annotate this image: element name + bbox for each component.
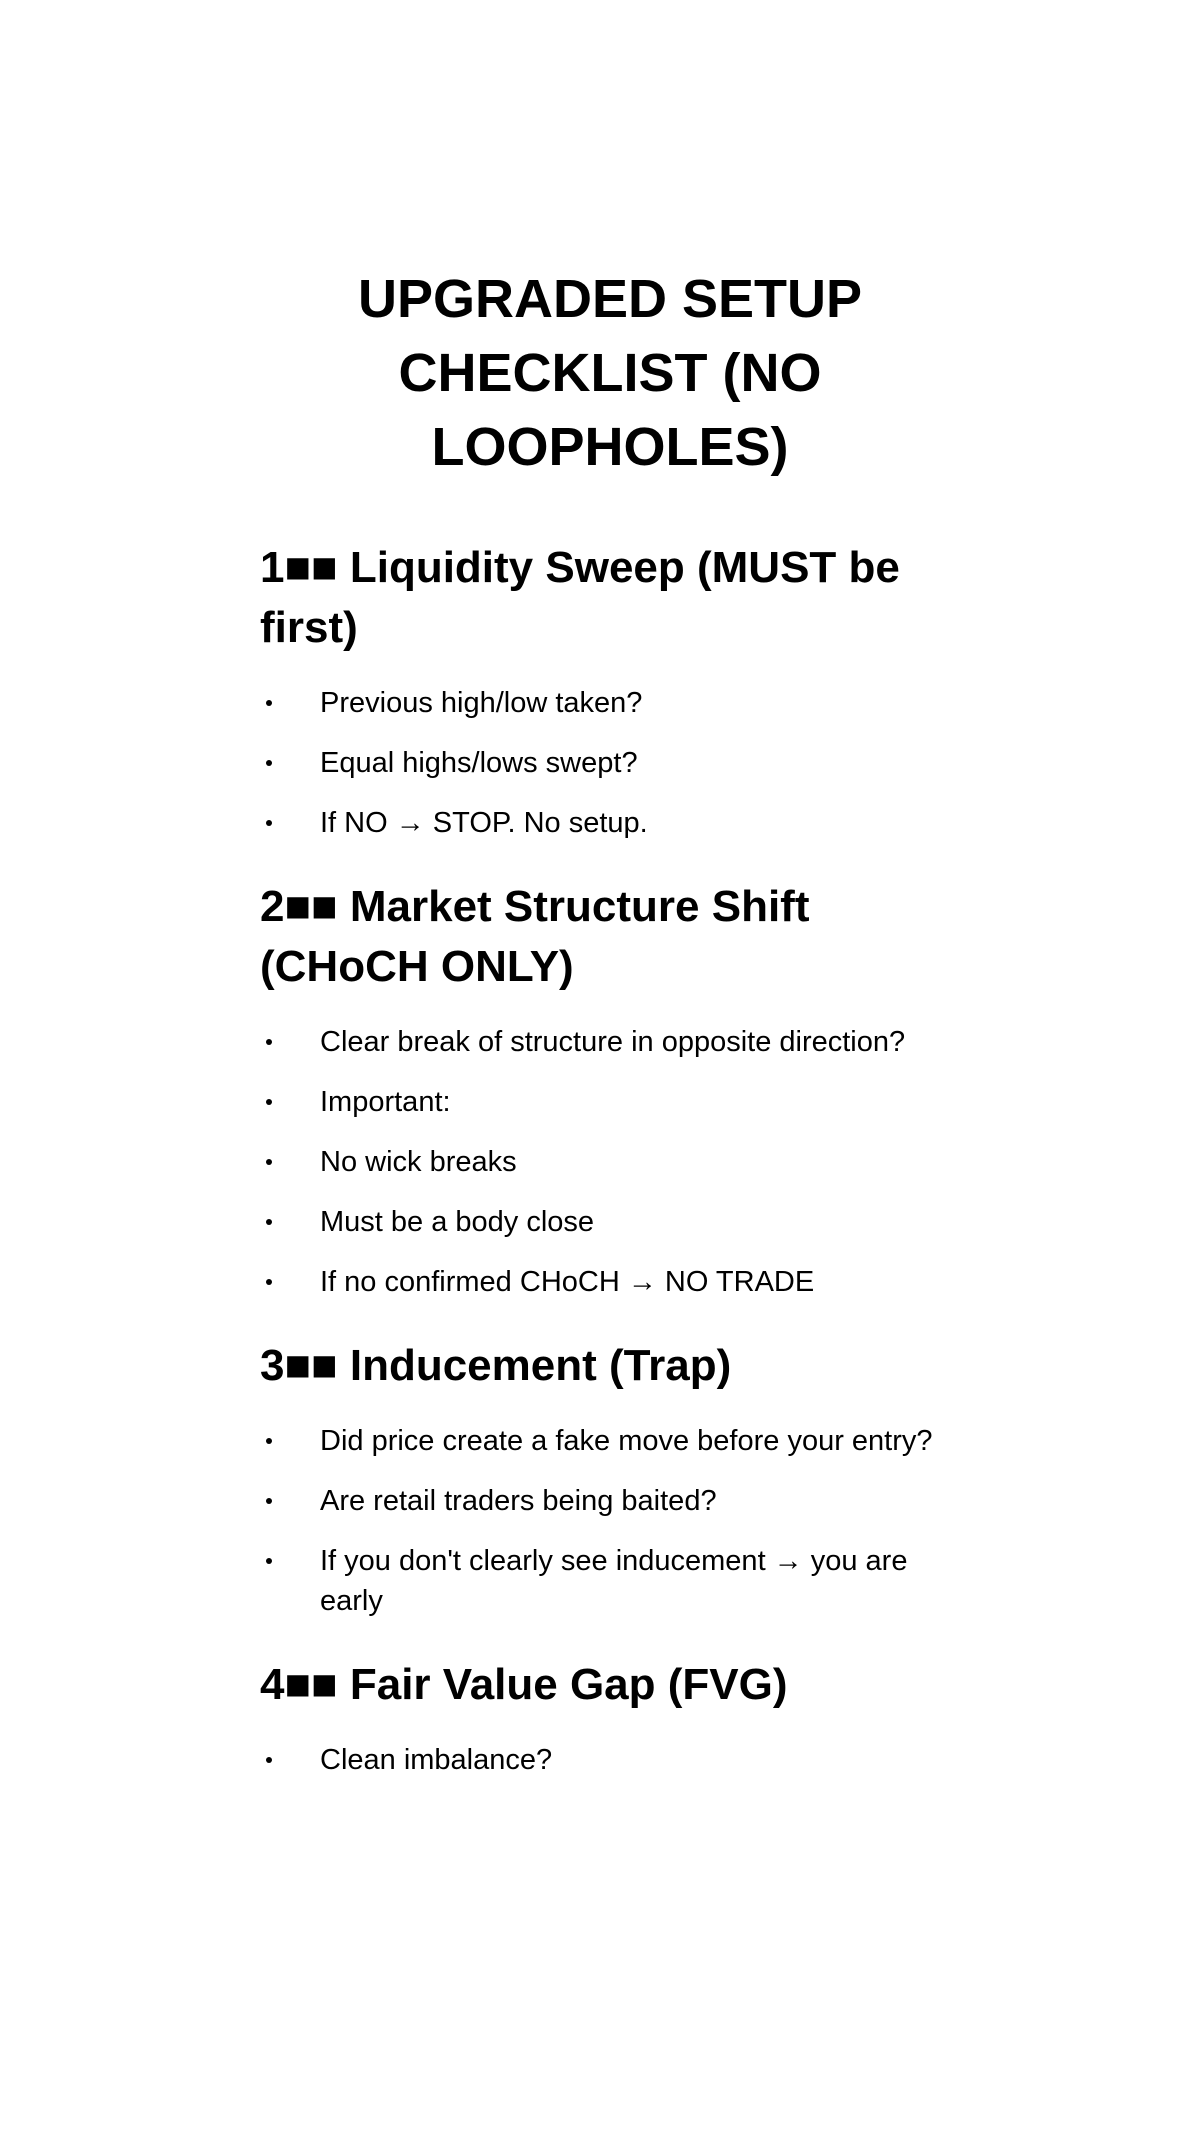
document-title: UPGRADED SETUP CHECKLIST (NO LOOPHOLES) [357, 269, 863, 477]
bullet-icon [266, 1159, 272, 1165]
section-heading-market-structure-shift: 2■■ Market Structure Shift (CHoCH ONLY) [260, 882, 810, 991]
list-item-text: If no confirmed CHoCH → NO TRADE [320, 1266, 815, 1298]
list-item-text: Previous high/low taken? [320, 687, 643, 719]
bullet-icon [266, 700, 272, 706]
bullet-icon [266, 1558, 272, 1564]
list-item [260, 1142, 960, 1182]
list-item [260, 743, 960, 783]
list-item-text: Clear break of structure in opposite direction? [320, 1026, 906, 1058]
section-heading-fair-value-gap: 4■■ Fair Value Gap (FVG) [260, 1660, 788, 1709]
list-item-text: Equal highs/lows swept? [320, 747, 638, 779]
bullet-icon [266, 1757, 272, 1763]
section-heading-inducement: 3■■ Inducement (Trap) [260, 1341, 732, 1390]
list-item-text: Important: [320, 1086, 451, 1118]
list-item [260, 1541, 960, 1621]
section-list-market-structure-shift [260, 1022, 960, 1302]
list-item [260, 1740, 960, 1780]
bullet-icon [266, 1279, 272, 1285]
list-item-text: If you don't clearly see inducement → you are early [320, 1545, 908, 1617]
section-list-fair-value-gap [260, 1740, 960, 1780]
bullet-icon [266, 1099, 272, 1105]
bullet-icon [266, 1498, 272, 1504]
list-item-text: If NO → STOP. No setup. [320, 807, 648, 839]
list-item [260, 1082, 960, 1122]
checklist-page [260, 262, 960, 1780]
list-item [260, 683, 960, 723]
bullet-icon [266, 760, 272, 766]
bullet-icon [266, 1039, 272, 1045]
section-heading-liquidity-sweep: 1■■ Liquidity Sweep (MUST be first) [260, 543, 900, 652]
bullet-icon [266, 1219, 272, 1225]
list-item [260, 1262, 960, 1302]
bullet-icon [266, 820, 272, 826]
list-item-text: No wick breaks [320, 1146, 517, 1178]
list-item-text: Clean imbalance? [320, 1744, 553, 1776]
list-item [260, 803, 960, 843]
section-list-liquidity-sweep [260, 683, 960, 843]
list-item-text: Did price create a fake move before your entry? [320, 1425, 933, 1457]
list-item [260, 1481, 960, 1521]
bullet-icon [266, 1438, 272, 1444]
list-item-text: Are retail traders being baited? [320, 1485, 717, 1517]
list-item [260, 1022, 960, 1062]
list-item [260, 1421, 960, 1461]
list-item [260, 1202, 960, 1242]
list-item-text: Must be a body close [320, 1206, 595, 1238]
section-list-inducement [260, 1421, 960, 1621]
